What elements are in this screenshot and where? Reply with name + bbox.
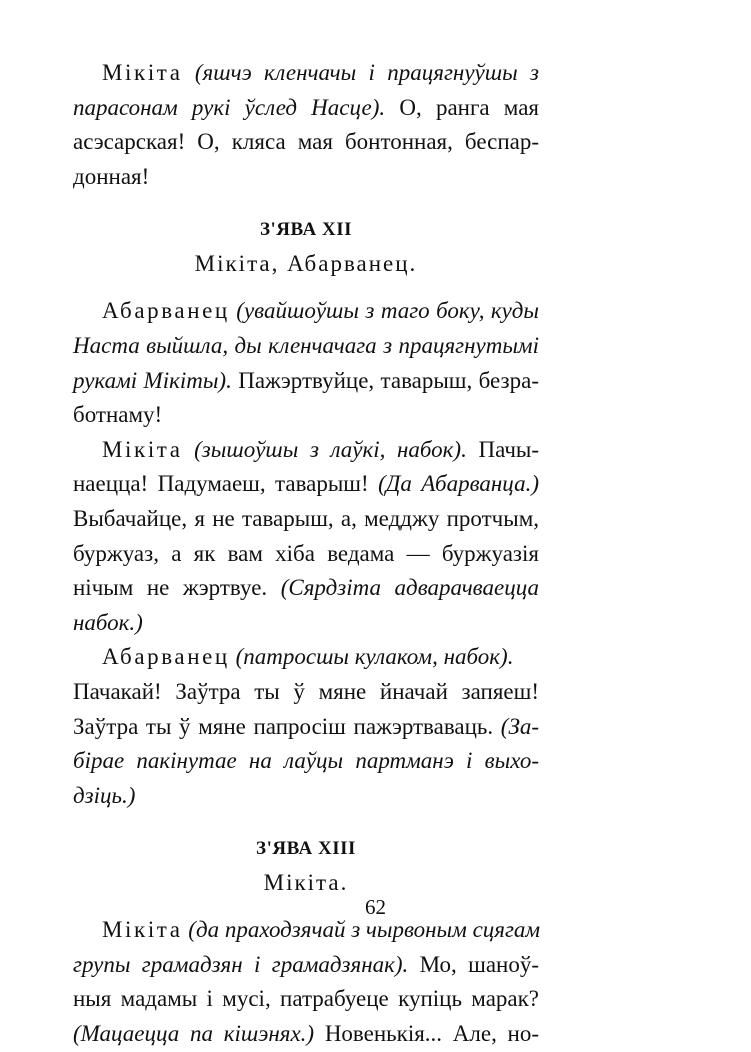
- dialogue-text: наецца! Падумаеш, таварыш!: [73, 471, 369, 497]
- speech-mikita-3: [73, 913, 539, 1051]
- stage-direction: (зышоўшы з лаўкі, набок).: [194, 436, 467, 462]
- speech-mikita-2: [73, 433, 539, 641]
- text-line: [73, 364, 539, 399]
- dialogue-text: Заўтра ты ў мяне папросіш пажэртваваць.: [73, 713, 494, 739]
- stage-direction: (увайшоўшы з таго боку, куды: [236, 298, 539, 324]
- dialogue-text: Мо, шаноў-: [419, 951, 540, 977]
- speaker-name: Абарванец: [102, 298, 230, 324]
- scene-heading: З'ЯВА XII: [260, 219, 352, 241]
- speaker-name: Абарванец: [102, 644, 230, 670]
- dialogue-text: Пачы-: [478, 436, 540, 462]
- stage-direction-line: дзіць.): [73, 782, 136, 808]
- stage-direction: (Да Абарванца.): [378, 471, 539, 497]
- stage-direction: парасонам рукі ўслед Насце).: [73, 94, 386, 120]
- speech-abarvanets-1: [73, 294, 539, 432]
- stage-direction: (да праходзячай з чырвоным сцягам: [188, 917, 541, 943]
- text-line: ныя мадамы і мусі, патрабуеце купіць марак?: [73, 986, 539, 1012]
- speaker-name: Мікіта: [102, 917, 183, 943]
- text-line: [73, 1017, 539, 1052]
- page-number: 62: [365, 895, 386, 919]
- stage-direction-line: Наста выйшла, ды кленчачага з працягнутымі: [73, 332, 539, 358]
- speaker-name: Мікіта: [102, 60, 183, 85]
- stage-direction: рукамі Мікіты).: [73, 367, 232, 393]
- dialogue-text: Пажэртвуйце, таварыш, безра-: [238, 367, 539, 393]
- scene-cast: Мікіта, Абарванец.: [194, 251, 418, 277]
- scene-cast: Мікіта.: [263, 870, 349, 896]
- text-line: асэсарская! О, кляса мая бонтонная, беспар-: [73, 129, 539, 155]
- text-line: донная!: [73, 163, 150, 189]
- text-line: буржуаз, а як вам хіба ведама — буржуазія: [73, 540, 539, 566]
- stage-direction: (За-: [500, 713, 539, 739]
- speaker-name: Мікіта: [102, 436, 183, 462]
- text-line: Пачакай! Заўтра ты ў мяне йначай запяеш!: [73, 678, 539, 704]
- text-line: ботнаму!: [73, 402, 163, 428]
- speech-abarvanets-2: [73, 640, 539, 813]
- text-line: Выбачайце, я не таварыш, а, медджу протчым,: [73, 505, 539, 531]
- speech-mikita-1: [73, 56, 539, 194]
- text-line: [73, 433, 539, 468]
- stage-direction: (Мацаецца па кішэнях.): [73, 1021, 315, 1047]
- stage-direction: (яшчэ кленчачы і працягнуўшы з: [194, 60, 540, 85]
- scene-heading: З'ЯВА XIII: [256, 838, 356, 860]
- text-line: [73, 467, 539, 502]
- text-line: [73, 56, 539, 91]
- stage-direction-line: бірае пакінутае на лаўцы партманэ і выхо-: [73, 748, 539, 774]
- text-line: [73, 571, 539, 606]
- text-line: [73, 91, 539, 126]
- dialogue-text: нічым не жэртвуе.: [73, 575, 268, 601]
- dialogue-text: О, ранга мая: [399, 94, 539, 120]
- text-line: [73, 294, 539, 329]
- stage-direction: (патросшы кулаком, набок).: [235, 644, 514, 670]
- text-line: [73, 948, 539, 983]
- text-line: [73, 710, 539, 745]
- dialogue-text: Новенькія... Але, но-: [324, 1021, 540, 1047]
- stage-direction: (Сярдзіта адварачваецца: [280, 575, 540, 601]
- stage-direction-line: набок.): [73, 609, 143, 635]
- stage-direction: групы грамадзян і грамадзянак).: [73, 951, 409, 977]
- text-line: [73, 640, 539, 675]
